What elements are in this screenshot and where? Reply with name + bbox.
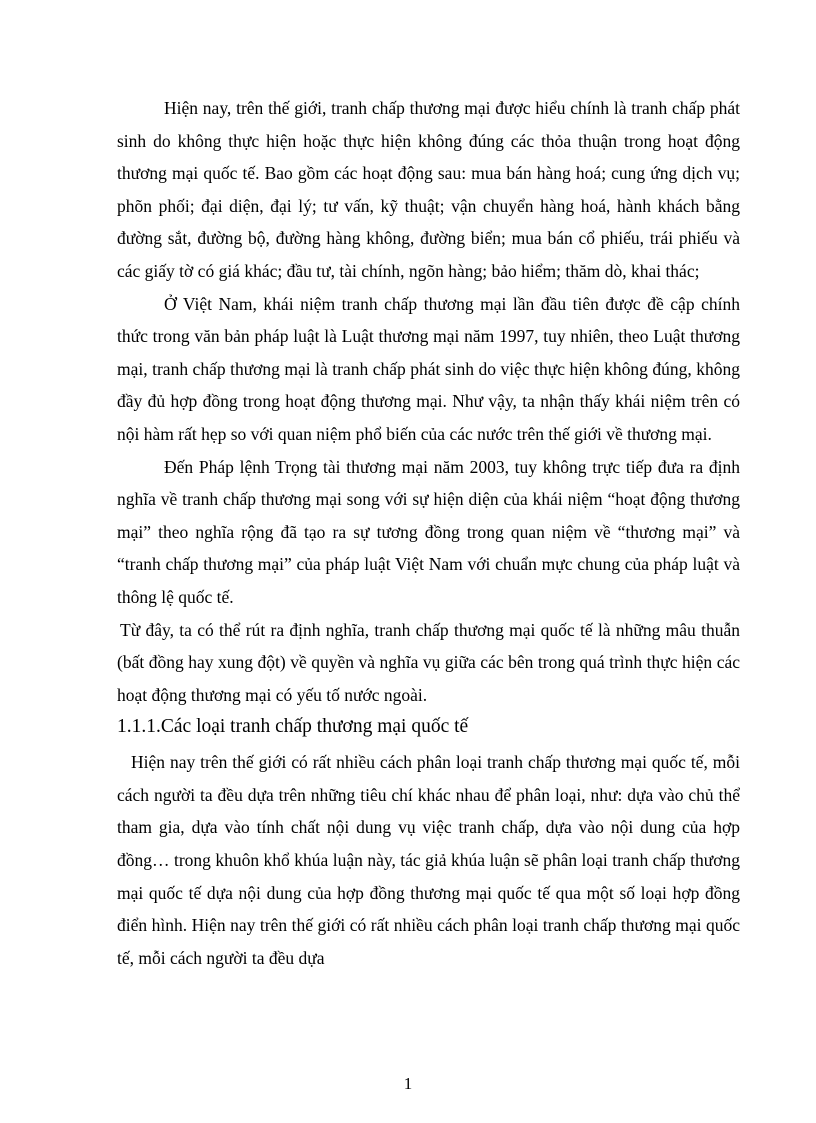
page-number: 1 <box>403 1074 413 1093</box>
paragraph-definition-world: Hiện nay, trên thế giới, tranh chấp thương mại được hiểu chính là tranh chấp phát sinh do không thực hiện hoặc thực hiện không đúng các thỏa thuận trong hoạt động thương mại quốc tế. Bao gồm các hoạt động sau: mua bán hàng hoá; cung ứng dịch vụ; phõn phối; đại diện, đại lý; tư vấn, kỹ thuật; vận chuyển hàng hoá, hành khách bằng đường sắt, đường bộ, đường hàng không, đường biển; mua bán cổ phiếu, trái phiếu và các giấy tờ có giá khác; đầu tư, tài chính, ngõn hàng; bảo hiểm; thăm dò, khai thác; <box>117 98 740 281</box>
paragraph-arbitration-ordinance: Đến Pháp lệnh Trọng tài thương mại năm 2003, tuy không trực tiếp đưa ra định nghĩa về tranh chấp thương mại song với sự hiện diện của khái niệm “hoạt động thương mại” theo nghĩa rộng đã tạo ra sự tương đồng trong quan niệm về “thương mại” và “tranh chấp thương mại” của pháp luật Việt Nam với chuẩn mực chung của pháp luật và thông lệ quốc tế. <box>117 456 740 607</box>
section-heading: 1.1.1.Các loại tranh chấp thương mại quốc tế <box>117 716 469 738</box>
paragraph-conclusion-definition: Từ đây, ta có thể rút ra định nghĩa, tranh chấp thương mại quốc tế là những mâu thuẫn (bất đồng hay xung đột) về quyền và nghĩa vụ giữa các bên trong quá trình thực hiện các hoạt động thương mại có yếu tố nước ngoài. <box>117 619 740 705</box>
paragraph-classification: Hiện nay trên thế giới có rất nhiều cách phân loại tranh chấp thương mại quốc tế, mỗi cách người ta đều dựa trên những tiêu chí khác nhau để phân loại, như: dựa vào chủ thể tham gia, dựa vào tính chất nội dung vụ việc tranh chấp, dựa vào nội dung của hợp đồng… trong khuôn khổ khúa luận này, tác giả khúa luận sẽ phân loại tranh chấp thương mại quốc tế dựa nội dung của hợp đồng thương mại quốc tế qua một số loại hợp đồng điển hình. Hiện nay trên thế giới có rất nhiều cách phân loại tranh chấp thương mại quốc tế, mỗi cách người ta đều dựa <box>117 752 740 968</box>
paragraph-vietnam-law: Ở Việt Nam, khái niệm tranh chấp thương mại lần đầu tiên được đề cập chính thức trong văn bản pháp luật là Luật thương mại năm 1997, tuy nhiên, theo Luật thương mại, tranh chấp thương mại là tranh chấp phát sinh do việc thực hiện không đúng, không đầy đủ hợp đồng trong hoạt động thương mại. Như vậy, ta nhận thấy khái niệm trên có nội hàm rất hẹp so với quan niệm phổ biến của các nước trên thế giới về thương mại. <box>117 293 740 444</box>
page-content <box>117 92 740 974</box>
